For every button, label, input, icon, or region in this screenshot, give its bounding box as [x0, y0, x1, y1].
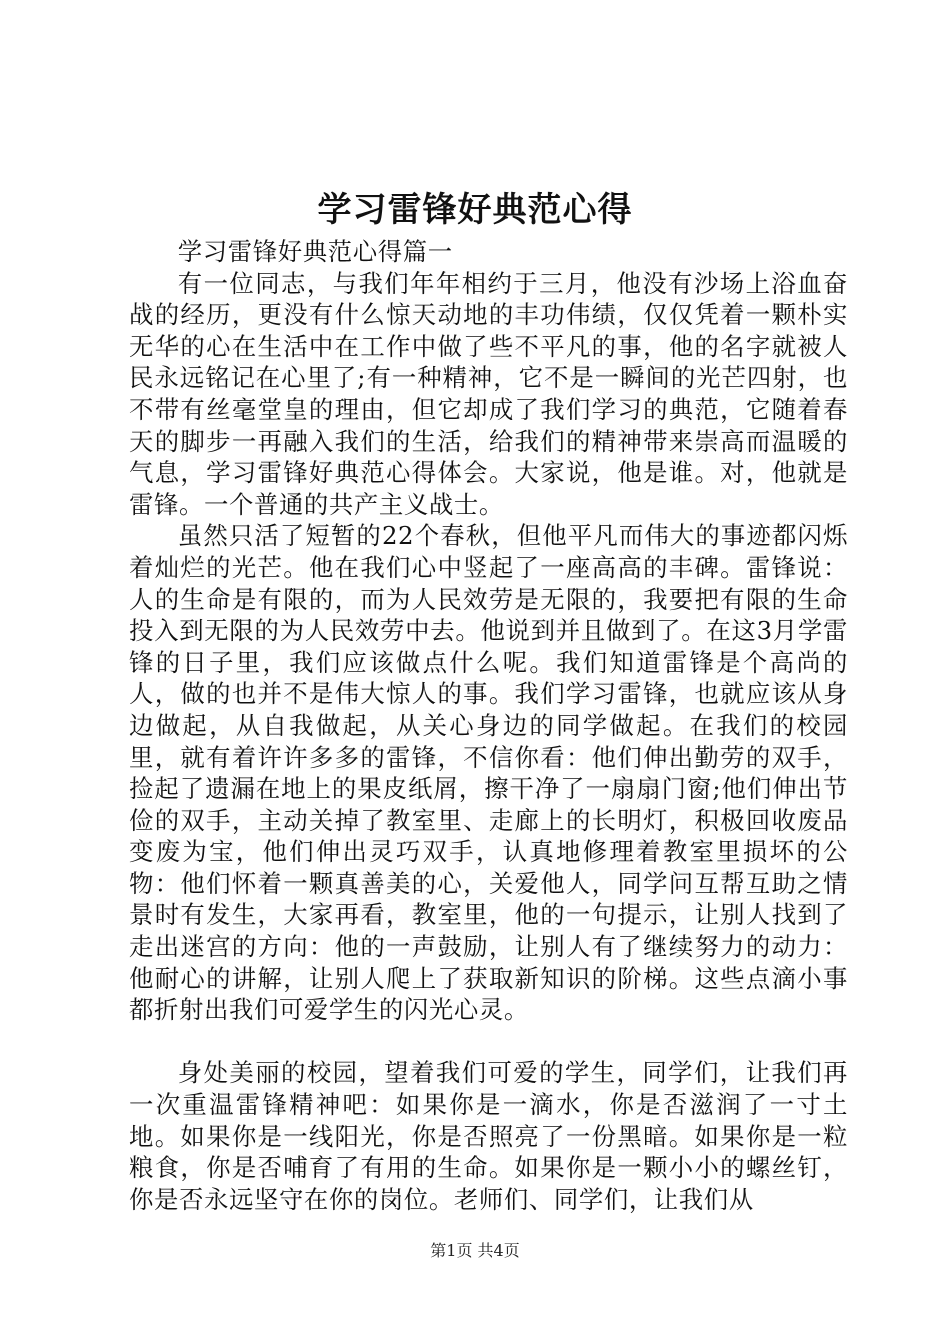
document-body: [129, 236, 848, 1215]
paragraph-2: 虽然只活了短暂的22个春秋，但他平凡而伟大的事迹都闪烁着灿烂的光芒。他在我们心中竖起了一座高高的丰碑。雷锋说：人的生命是有限的，而为人民效劳是无限的，我要把有限的生命投入到无限的为人民效劳中去。他说到并且做到了。在这3月学雷锋的日子里，我们应该做点什么呢。我们知道雷锋是个高尚的人，做的也并不是伟大惊人的事。我们学习雷锋，也就应该从身边做起，从自我做起，从关心身边的同学做起。在我们的校园里，就有着许许多多的雷锋，不信你看：他们伸出勤劳的双手，捡起了遗漏在地上的果皮纸屑，擦干净了一扇扇门窗;他们伸出节俭的双手，主动关掉了教室里、走廊上的长明灯，积极回收废品变废为宝，他们伸出灵巧双手，认真地修理着教室里损坏的公物：他们怀着一颗真善美的心，关爱他人，同学问互帮互助之情景时有发生，大家再看，教室里，他的一句提示，让别人找到了走出迷宫的方向：他的一声鼓励，让别人有了继续努力的动力：他耐心的讲解，让别人爬上了获取新知识的阶梯。这些点滴小事都折射出我们可爱学生的闪光心灵。: [129, 521, 848, 1025]
paragraph-3: 身处美丽的校园，望着我们可爱的学生，同学们，让我们再一次重温雷锋精神吧：如果你是一滴水，你是否滋润了一寸土地。如果你是一线阳光，你是否照亮了一份黑暗。如果你是一粒粮食，你是否哺育了有用的生命。如果你是一颗小小的螺丝钉，你是否永远坚守在你的岗位。老师们、同学们，让我们从: [129, 1058, 848, 1214]
document-title: 学习雷锋好典范心得: [317, 190, 633, 230]
page-footer: 第1页 共4页: [430, 1241, 520, 1260]
paragraph-1: 有一位同志，与我们年年相约于三月，他没有沙场上浴血奋战的经历，更没有什么惊天动地的丰功伟绩，仅仅凭着一颗朴实无华的心在生活中在工作中做了些不平凡的事，他的名字就被人民永远铭记在心里了;有一种精神，它不是一瞬间的光芒四射，也不带有丝毫堂皇的理由，但它却成了我们学习的典范，它随着春天的脚步一再融入我们的生活，给我们的精神带来崇高而温暖的气息，学习雷锋好典范心得体会。大家说，他是谁。对，他就是雷锋。一个普通的共产主义战士。: [129, 268, 848, 519]
section-subtitle: 学习雷锋好典范心得篇一: [177, 237, 453, 266]
paragraph-spacer: [129, 1026, 848, 1058]
